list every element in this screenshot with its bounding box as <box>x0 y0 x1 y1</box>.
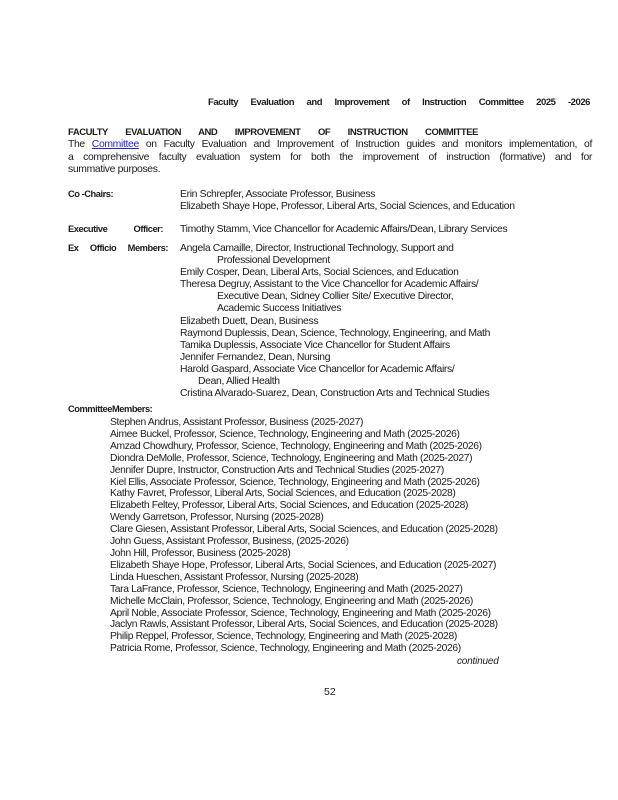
roster-line: Harold Gaspard, Associate Vice Chancellor for Academic Affairs/ <box>180 363 455 375</box>
member-line: April Noble, Associate Professor, Science, Technology, Engineering and Math (2025-2026) <box>110 607 491 619</box>
member-line: Wendy Garretson, Professor, Nursing (2025-2028) <box>110 512 324 524</box>
member-line: Elizabeth Shaye Hope, Professor, Liberal Arts, Social Sciences, and Education (2025-2027) <box>110 559 497 571</box>
intro-text-post: on Faculty Evaluation and Improvement of Instruction guides and monitors implementation, of <box>138 139 592 150</box>
roster-line: Cristina Alvarado-Suarez, Dean, Construction Arts and Technical Studies <box>180 388 490 400</box>
roster-line: Emily Cosper, Dean, Liberal Arts, Social Sciences, and Education <box>180 267 459 279</box>
roster-line: Elizabeth Duett, Dean, Business <box>180 315 319 327</box>
continued-note: continued <box>457 656 499 667</box>
intro-text-pre: The <box>68 139 92 150</box>
co-chairs-label: Co -Chairs: <box>68 189 114 199</box>
label-word: Executive <box>68 224 108 234</box>
running-header: Faculty Evaluation and Improvement of Instruction Committee 2025 -2026 <box>208 97 590 108</box>
label-word: Members: <box>112 404 153 414</box>
intro-line-1 <box>68 139 592 152</box>
ex-officio-label <box>68 243 168 253</box>
roster-line: Professional Development <box>217 255 330 267</box>
label-word: Officio <box>89 243 117 253</box>
member-line: Elizabeth Feltey, Professor, Liberal Arts, Social Sciences, and Education (2025-2028) <box>110 500 469 512</box>
roster-line: Elizabeth Shaye Hope, Professor, Liberal Arts, Social Sciences, and Education <box>180 201 515 213</box>
committee-link[interactable]: Committee <box>91 139 139 150</box>
label-word: Members: <box>127 243 168 253</box>
member-line: Kathy Favret, Professor, Liberal Arts, Social Sciences, and Education (2025-2028) <box>110 488 456 500</box>
page-number: 52 <box>324 686 336 698</box>
roster-line: Angela Camaille, Director, Instructional Technology, Support and <box>180 243 454 254</box>
member-line: John Hill, Professor, Business (2025-2028) <box>110 547 291 559</box>
intro-line-2: a comprehensive faculty evaluation system for both the improvement of instruction (formative) and for <box>68 151 592 163</box>
roster-line: Raymond Duplessis, Dean, Science, Technology, Engineering, and Math <box>180 327 491 339</box>
member-line: Clare Giesen, Assistant Professor, Liberal Arts, Social Sciences, and Education (2025-2028) <box>110 524 498 536</box>
intro-line-3: summative purposes. <box>68 164 161 176</box>
member-line: Stephen Andrus, Assistant Professor, Business (2025-2027) <box>110 417 364 428</box>
roster-line: Dean, Allied Health <box>198 376 280 388</box>
co-chairs-list <box>180 189 515 214</box>
ex-officio-list <box>180 243 490 400</box>
roster-line: Executive Dean, Sidney Collier Site/ Executive Director, <box>217 291 454 303</box>
member-line: Patricia Rome, Professor, Science, Technology, Engineering and Math (2025-2026) <box>110 643 461 655</box>
member-line: Diondra DeMolle, Professor, Science, Technology, Engineering and Math (2025-2027) <box>110 452 473 464</box>
label-word: Officer: <box>133 224 163 234</box>
roster-line: Theresa Degruy, Assistant to the Vice Chancellor for Academic Affairs/ <box>180 279 479 291</box>
member-line: Michelle McClain, Professor, Science, Technology, Engineering and Math (2025-2026) <box>110 595 473 607</box>
roster-line: Jennifer Fernandez, Dean, Nursing <box>180 351 331 363</box>
executive-officer-label <box>68 224 163 234</box>
roster-line: Tamika Duplessis, Associate Vice Chancellor for Student Affairs <box>180 339 450 351</box>
member-line: Jaclyn Rawls, Assistant Professor, Liberal Arts, Social Sciences, and Education (2025-2028) <box>110 619 498 631</box>
member-line: Amzad Chowdhury, Professor, Science, Technology, Engineering and Math (2025-2026) <box>110 440 482 452</box>
member-line: Philip Reppel, Professor, Science, Technology, Engineering and Math (2025-2028) <box>110 631 457 643</box>
label-word: Ex <box>68 243 79 253</box>
member-line: Tara LaFrance, Professor, Science, Technology, Engineering and Math (2025-2027) <box>110 583 463 595</box>
member-line: Linda Hueschen, Assistant Professor, Nursing (2025-2028) <box>110 571 359 583</box>
committee-members-label <box>68 404 153 414</box>
page-heading: FACULTY EVALUATION AND IMPROVEMENT OF INSTRUCTION COMMITTEE <box>68 127 478 138</box>
label-word: Committee <box>68 404 112 414</box>
committee-members-list <box>110 417 498 655</box>
intro-paragraph <box>68 139 592 177</box>
member-line: Jennifer Dupre, Instructor, Construction Arts and Technical Studies (2025-2027) <box>110 464 444 476</box>
roster-line: Erin Schrepfer, Associate Professor, Business <box>180 189 376 200</box>
member-line: Kiel Ellis, Associate Professor, Science, Technology, Engineering and Math (2025-2026) <box>110 476 480 488</box>
roster-line: Academic Success Initiatives <box>217 303 342 315</box>
member-line: Aimee Buckel, Professor, Science, Technology, Engineering and Math (2025-2026) <box>110 428 460 440</box>
member-line: John Guess, Assistant Professor, Business, (2025-2026) <box>110 536 349 548</box>
executive-officer-value: Timothy Stamm, Vice Chancellor for Academic Affairs/Dean, Library Services <box>180 224 508 235</box>
